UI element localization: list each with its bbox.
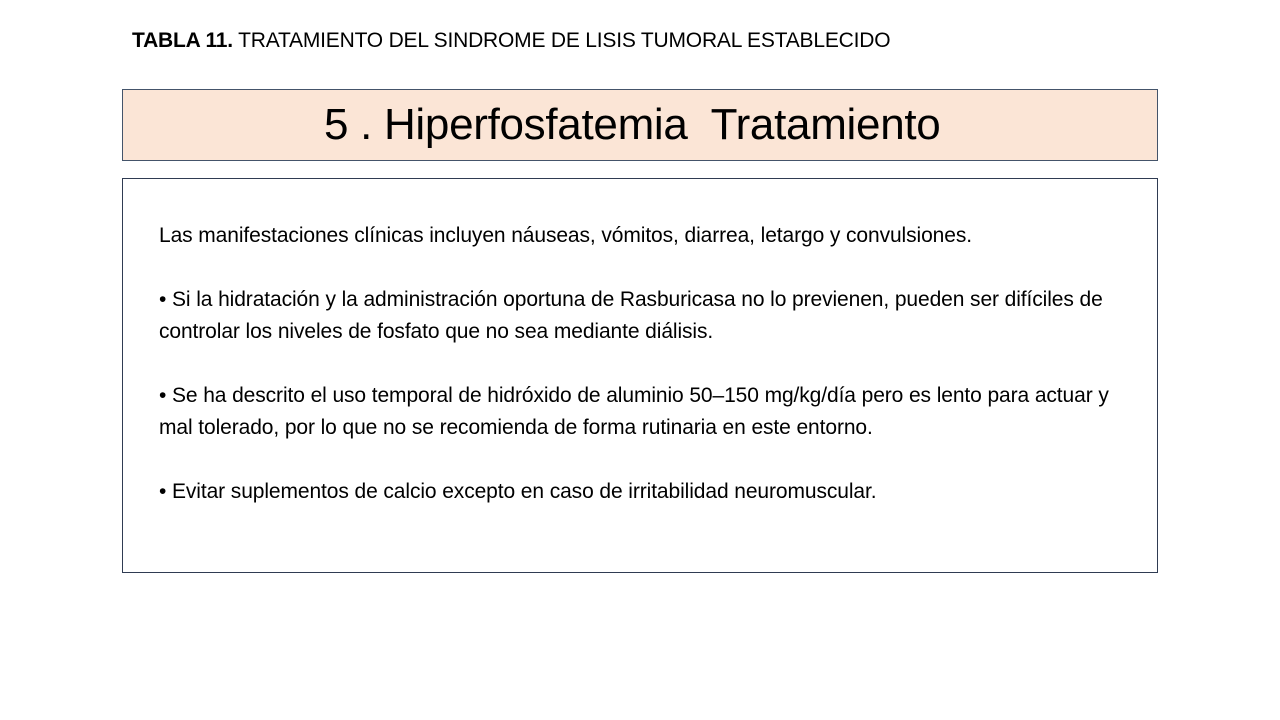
bullet-aluminum-hydroxide: • Se ha descrito el uso temporal de hidróxido de aluminio 50–150 mg/kg/día pero es lento para actuar y mal tolerado, por lo que no se recomienda de forma rutinaria en este entorno. <box>159 384 1109 439</box>
bullet-calcium: • Evitar suplementos de calcio excepto en caso de irritabilidad neuromuscular. <box>159 480 877 503</box>
table-title: TRATAMIENTO DEL SINDROME DE LISIS TUMORAL ESTABLECIDO <box>232 29 891 52</box>
content-box <box>122 178 1158 573</box>
slide-title: 5 . Hiperfosfatemia Tratamiento <box>324 100 941 149</box>
intro-paragraph: Las manifestaciones clínicas incluyen náuseas, vómitos, diarrea, letargo y convulsiones. <box>159 224 972 247</box>
table-number: TABLA 11. <box>132 29 233 52</box>
content-body <box>159 220 1134 508</box>
slide-title-box <box>122 89 1158 161</box>
table-heading <box>132 28 890 54</box>
bullet-hydration: • Si la hidratación y la administración oportuna de Rasburicasa no lo previenen, pueden ser difíciles de controlar los niveles de fosfato que no sea mediante diálisis. <box>159 288 1103 343</box>
